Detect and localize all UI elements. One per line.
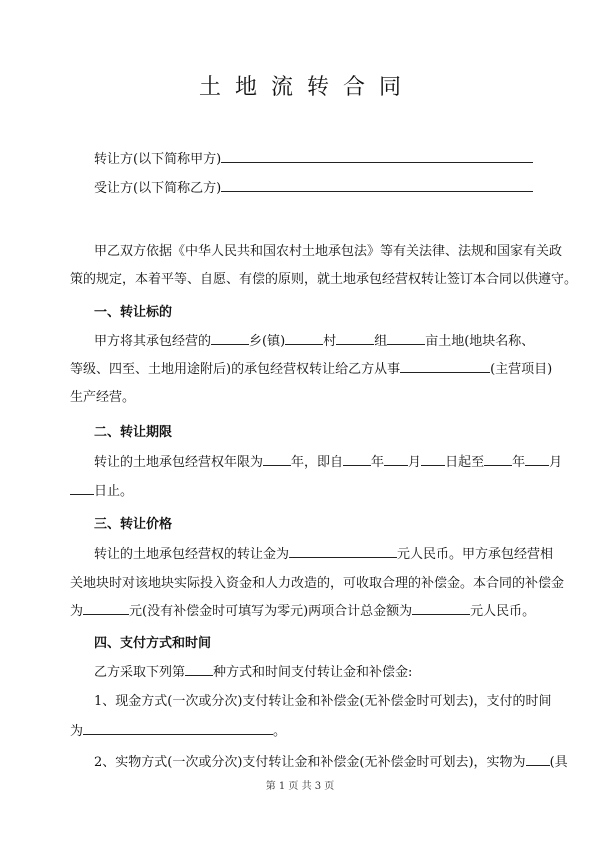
section-2-line-2 — [70, 480, 133, 499]
text: 日止。 — [94, 484, 134, 499]
text: 元人民币。 — [470, 604, 536, 619]
section-4-line-1 — [94, 661, 412, 680]
party-b-label: 受让方(以下简称乙方) — [94, 181, 222, 196]
section-4-line-4 — [94, 751, 568, 770]
section-2-line-1 — [94, 451, 562, 470]
village-blank[interactable] — [285, 331, 323, 345]
start-month-blank[interactable] — [384, 452, 408, 466]
goods-blank[interactable] — [526, 752, 550, 766]
party-a-label: 转让方(以下简称甲方) — [94, 152, 222, 167]
text: 为 — [70, 724, 84, 739]
text: 月 — [549, 455, 563, 470]
text: 月 — [408, 455, 422, 470]
text: 亩土地(地块名称、 — [425, 334, 535, 349]
text: 年 — [371, 455, 385, 470]
text: 乙方采取下列第 — [94, 665, 186, 680]
party-b-blank[interactable] — [221, 178, 533, 192]
start-year-blank[interactable] — [343, 452, 371, 466]
section-3-line-1 — [94, 543, 553, 562]
start-day-blank[interactable] — [421, 452, 445, 466]
text: 年，即自 — [291, 455, 344, 470]
text: 乡(镇) — [249, 334, 286, 349]
section-4-heading: 四、支付方式和时间 — [94, 636, 212, 651]
text: 元(没有补偿金时可填写为零元)两项合计总金额为 — [129, 604, 413, 619]
text: 2、实物方式(一次或分次)支付转让金和补偿金(无补偿金时可划去)，实物为 — [94, 755, 526, 770]
text: 元人民币。甲方承包经营相 — [397, 547, 554, 562]
text: 转让的土地承包经营权的转让金为 — [94, 547, 290, 562]
text: 为 — [70, 604, 84, 619]
payment-time-blank[interactable] — [83, 721, 273, 735]
text: 甲方将其承包经营的 — [94, 334, 212, 349]
text: 日起至 — [445, 455, 485, 470]
page-footer: 第 1 页 共 3 页 — [265, 781, 335, 792]
end-month-blank[interactable] — [525, 452, 549, 466]
contract-title: 土地流转合同 — [198, 75, 415, 100]
party-a-blank[interactable] — [221, 149, 533, 163]
text: 组 — [374, 334, 388, 349]
end-year-blank[interactable] — [484, 452, 512, 466]
section-1-heading: 一、转让标的 — [94, 305, 173, 320]
section-4-line-3 — [70, 720, 286, 739]
area-blank[interactable] — [387, 331, 425, 345]
section-1-line-2 — [70, 358, 552, 377]
text: 。 — [273, 724, 287, 739]
section-3-heading: 三、转让价格 — [94, 517, 173, 532]
section-3-line-3 — [70, 600, 535, 619]
section-3-line-2: 关地块时对该地块实际投入资金和人力改造的，可收取合理的补偿金。本合同的补偿金 — [70, 576, 565, 591]
intro-line-2: 策的规定，本着平等、自愿、有偿的原则，就土地承包经营权转让签订本合同以供遵守。 — [70, 272, 578, 287]
text: 年 — [512, 455, 526, 470]
township-blank[interactable] — [211, 331, 249, 345]
text: (具 — [549, 755, 568, 770]
years-blank[interactable] — [263, 452, 291, 466]
total-amount-blank[interactable] — [412, 601, 470, 615]
intro-line-1: 甲乙双方依据《中华人民共和国农村土地承包法》等有关法律、法规和国家有关政 — [94, 244, 563, 259]
compensation-blank[interactable] — [83, 601, 129, 615]
end-day-blank[interactable] — [70, 481, 94, 495]
section-4-line-2: 1、现金方式(一次或分次)支付转让金和补偿金(无补偿金时可划去)，支付的时间 — [94, 694, 552, 709]
group-blank[interactable] — [336, 331, 374, 345]
text: 等级、四至、土地用途附后)的承包经营权转让给乙方从事 — [70, 362, 401, 377]
text: 种方式和时间支付转让金和补偿金: — [213, 665, 413, 680]
party-a-line — [94, 148, 533, 167]
text: (主营项目) — [490, 362, 553, 377]
section-2-heading: 二、转让期限 — [94, 425, 173, 440]
payment-option-blank[interactable] — [185, 662, 213, 676]
main-project-blank[interactable] — [400, 359, 490, 373]
text: 转让的土地承包经营权年限为 — [94, 455, 264, 470]
transfer-fee-blank[interactable] — [289, 544, 397, 558]
party-b-line — [94, 177, 533, 196]
section-1-line-3: 生产经营。 — [70, 390, 136, 405]
text: 村 — [323, 334, 337, 349]
section-1-line-1 — [94, 330, 534, 349]
